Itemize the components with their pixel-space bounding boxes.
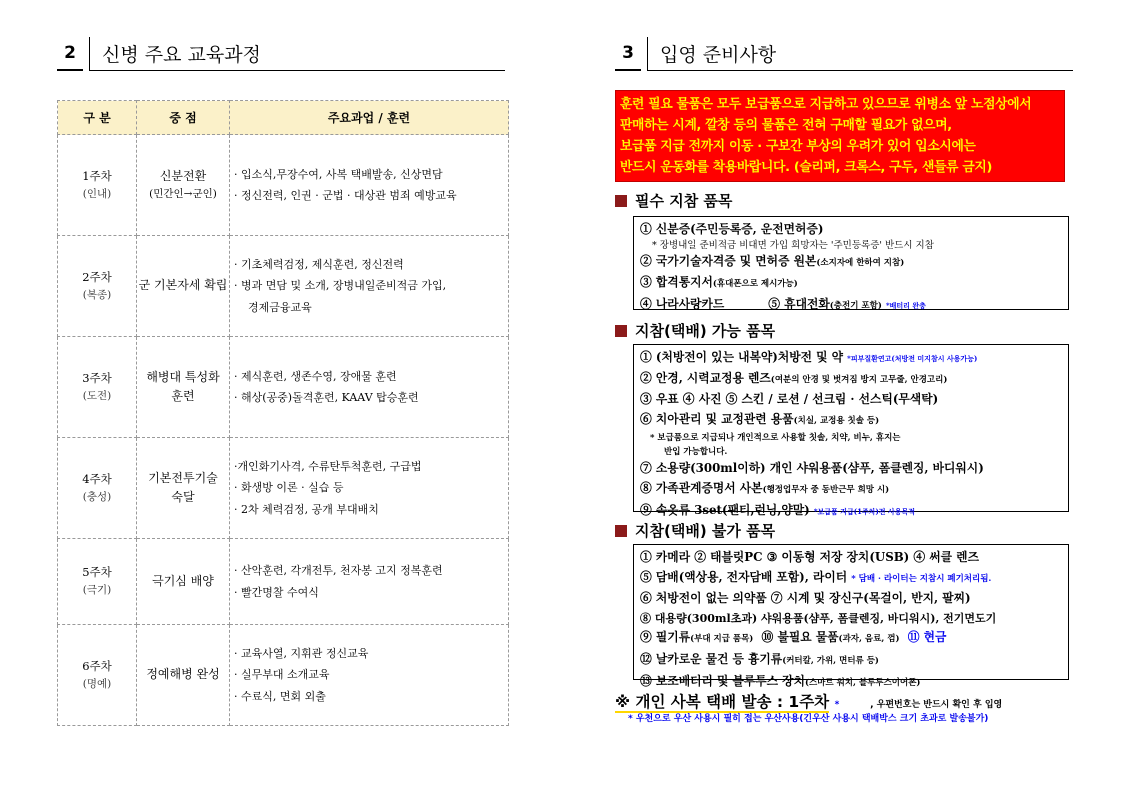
- task-item: · 빨간명찰 수여식: [234, 585, 319, 599]
- footer-tail: , 우편번호는 반드시 확인 후 입영: [870, 700, 1003, 710]
- category-title: 지참(택배) 불가 품목: [635, 522, 776, 540]
- category-title: 필수 지참 품목: [635, 192, 733, 210]
- week-theme: (도전): [82, 389, 112, 402]
- focus-label: 해병대 특성화: [146, 369, 220, 384]
- focus-cell: [137, 337, 230, 438]
- item-text: ⑤ 휴대전화: [768, 296, 830, 311]
- required-items-box: [633, 216, 1069, 310]
- week-cell: [58, 135, 137, 236]
- task-item: · 산악훈련, 각개전투, 천자봉 고지 정복훈련: [234, 564, 443, 578]
- notice-line: 판매하는 시계, 깔창 등의 물품은 전혀 구매할 필요가 없으며,: [620, 118, 952, 133]
- training-schedule-table: [57, 100, 509, 726]
- focus-label: 극기심 배양: [152, 573, 214, 588]
- list-item: [640, 628, 1062, 650]
- item-detail: (치실, 교정용 칫솔 등): [793, 415, 880, 426]
- list-item: ① 카메라 ② 태블릿PC ③ 이동형 저장 장치(USB) ④ 써클 렌즈: [640, 550, 979, 564]
- square-bullet-icon: [615, 525, 627, 537]
- week-theme: (명예): [82, 677, 112, 690]
- list-item: [640, 479, 1062, 501]
- week-label: 6주차: [82, 658, 112, 673]
- task-item: · 기초체력검정, 제식훈련, 정신전력: [234, 257, 404, 271]
- notice-line: 훈련 필요 물품은 모두 보급품으로 지급하고 있으므로 위병소 앞 노점상에서: [620, 97, 1032, 112]
- list-item: ⑧ 대용량(300ml초과) 샤워용품(샴푸, 폼클렌징, 바디워시), 전기면도기: [640, 611, 997, 625]
- item-blue-note: *배터리 완충: [885, 300, 926, 310]
- item-text: ⑪ 현금: [907, 630, 947, 645]
- list-item: [640, 369, 1062, 391]
- item-text: ⑥ 치아관리 및 교정관련 용품: [640, 411, 794, 426]
- list-item: [640, 650, 1062, 672]
- focus-sub: (민간인→군인): [149, 188, 217, 201]
- table-row: [58, 135, 509, 236]
- list-item: [640, 410, 1062, 432]
- task-item: · 실무부대 소개교육: [234, 668, 330, 682]
- week-cell: [58, 539, 137, 625]
- item-text: ⑫ 날카로운 물건 등 흉기류: [640, 651, 783, 666]
- tasks-cell: [230, 135, 509, 236]
- item-detail: (휴대폰으로 제시가능): [712, 279, 798, 290]
- item-text: ⑨ 속옷류 3set(팬티,런닝,양말): [640, 502, 810, 517]
- list-item: [640, 501, 1062, 522]
- item-text: ② 국가기술자격증 및 면허증 원본: [640, 253, 817, 268]
- item-text: ⑧ 가족관계증명서 사본: [640, 480, 763, 495]
- focus-sub: 훈련: [171, 389, 195, 403]
- focus-cell: [137, 438, 230, 539]
- focus-label: 기본전투기술: [148, 470, 218, 485]
- focus-cell: [137, 135, 230, 236]
- section-number: 2: [57, 37, 83, 71]
- tasks-cell: [230, 438, 509, 539]
- week-theme: (복종): [82, 288, 112, 301]
- item-detail: (여분의 안경 및 벗겨짐 방지 고무줄, 안경고리): [770, 374, 948, 385]
- optional-items-box: [633, 344, 1069, 517]
- week-label: 3주차: [82, 370, 112, 385]
- table-row: [58, 539, 509, 625]
- task-item: · 교육사열, 지휘관 정신교육: [234, 646, 369, 660]
- tasks-cell: [230, 236, 509, 337]
- focus-cell: [137, 236, 230, 337]
- forbidden-items-heading: [615, 520, 775, 541]
- category-title: 지참(택배) 가능 품목: [635, 322, 776, 340]
- required-items-heading: [615, 190, 732, 211]
- task-item: · 2차 체력검정, 공개 부대배치: [234, 502, 379, 516]
- focus-label: 정예해병 완성: [146, 667, 220, 682]
- table-row: [58, 236, 509, 337]
- focus-label: 신분전환: [159, 169, 207, 183]
- footer-star: *: [834, 700, 840, 710]
- item-blue-note: *피부질환연고(처방전 미지참시 사용가능): [847, 354, 978, 363]
- table-row: [58, 337, 509, 438]
- task-item: · 수료식, 면회 외출: [234, 689, 326, 703]
- table-header-row: [58, 101, 509, 135]
- list-item: ⑥ 처방전이 없는 의약품 ⑦ 시계 및 장신구(목걸이, 반지, 팔찌): [640, 591, 971, 606]
- section-title: 신병 주요 교육과정: [89, 37, 505, 71]
- forbidden-items-box: [633, 544, 1069, 688]
- umbrella-note: * 우천으로 우산 사용시 필히 접는 우산사용(긴우산 사용시 택배박스 크기 초과로 발송불가): [628, 714, 989, 724]
- item-note: * 보급품으로 지급되나 개인적으로 사용할 칫솔, 치약, 비누, 휴지는: [650, 433, 901, 444]
- week-theme: (인내): [82, 187, 112, 200]
- section-number: 3: [615, 37, 641, 71]
- item-text: ① 신분증(주민등록증, 운전면허증): [640, 222, 824, 236]
- item-text: ⑬ 보조배터리 및 블루투스 장치: [640, 673, 805, 688]
- table-row: [58, 625, 509, 726]
- week-cell: [58, 438, 137, 539]
- task-item: · 해상(공중)돌격훈련, KAAV 탑승훈련: [234, 391, 419, 404]
- item-blue-note: *보급품 지급(1주차)전 사용목적: [813, 506, 916, 516]
- tasks-cell: [230, 625, 509, 726]
- item-detail: (부대 지급 품목): [690, 634, 754, 645]
- item-note: * 장병내일 준비적금 비대면 가입 희망자는 '주민등록증' 반드시 지참: [652, 239, 934, 251]
- warning-notice-box: [615, 90, 1065, 182]
- focus-label: 군 기본자세 확립: [138, 278, 228, 293]
- list-item: [640, 273, 1062, 295]
- item-detail: (커터칼, 가위, 면터류 등): [782, 655, 879, 666]
- item-detail: (행정업무자 중 동반근무 희망 시): [762, 484, 890, 495]
- item-detail: (소지자에 한하여 지참): [816, 257, 905, 268]
- item-detail: (충전기 포함): [829, 300, 882, 311]
- focus-sub: 숙달: [171, 490, 195, 504]
- right-section-header: [615, 37, 1073, 71]
- notice-line: 반드시 운동화를 착용바랍니다. (슬리퍼, 크록스, 구두, 샌들류 금지): [620, 160, 993, 175]
- task-item: · 제식훈련, 생존수영, 장애물 훈련: [234, 369, 397, 383]
- item-note: 반입 가능합니다.: [664, 447, 728, 458]
- task-item: · 정신전력, 인권 · 군법 · 대상관 범죄 예방교육: [234, 189, 457, 202]
- square-bullet-icon: [615, 195, 627, 207]
- week-cell: [58, 337, 137, 438]
- item-text: ④ 나라사랑카드: [640, 296, 725, 311]
- week-cell: [58, 625, 137, 726]
- task-item: · 병과 면담 및 소개, 장병내일준비적금 가입,: [234, 279, 447, 293]
- week-theme: (충성): [82, 490, 112, 503]
- list-item: [640, 220, 1062, 240]
- item-text: ③ 합격통지서: [640, 275, 713, 290]
- item-text: ⑩ 불필요 물품: [761, 630, 839, 645]
- section-title: 입영 준비사항: [647, 37, 1073, 71]
- item-detail: (스마트 워치, 블루투스이어폰): [804, 677, 921, 688]
- item-text: ⑨ 필기류: [640, 630, 691, 645]
- tasks-cell: [230, 539, 509, 625]
- week-theme: (극기): [82, 584, 112, 597]
- optional-items-heading: [615, 320, 775, 341]
- list-item: [640, 295, 1062, 317]
- task-item: ·개인화기사격, 수류탄투척훈련, 구급법: [234, 459, 422, 473]
- list-item: [640, 568, 1062, 590]
- list-item: ⑦ 소용량(300ml이하) 개인 샤워용품(샴푸, 폼클렌징, 바디워시): [640, 461, 984, 476]
- focus-cell: [137, 539, 230, 625]
- item-text: ⑤ 담배(액상용, 전자담배 포함), 라이터: [640, 569, 848, 584]
- week-label: 4주차: [82, 471, 112, 486]
- list-item: [640, 348, 1062, 369]
- focus-cell: [137, 625, 230, 726]
- week-label: 2주차: [82, 269, 112, 284]
- table-row: [58, 438, 509, 539]
- week-cell: [58, 236, 137, 337]
- week-label: 1주차: [82, 168, 112, 183]
- item-blue-note: * 담배 · 라이터는 지참시 폐기처리됨.: [851, 573, 992, 584]
- item-text: ① (처방전이 있는 내복약)처방전 및 약: [640, 350, 844, 364]
- list-item: [640, 252, 1062, 274]
- tasks-cell: [230, 337, 509, 438]
- task-item: · 화생방 이론 · 실습 등: [234, 481, 344, 495]
- footer-title-text: ※ 개인 사복 택배 발송 : 1주차: [615, 693, 830, 711]
- header-category: 구 분: [58, 101, 137, 135]
- task-item: · 입소식,무장수여, 사복 택배발송, 신상면담: [234, 167, 443, 181]
- square-bullet-icon: [615, 325, 627, 337]
- header-focus: 중 점: [137, 101, 230, 135]
- item-detail: (과자, 음료, 껌): [838, 634, 900, 645]
- task-item: 경제금융교육: [248, 300, 312, 314]
- notice-line: 보급품 지급 전까지 이동 · 구보간 부상의 우려가 있어 입소시에는: [620, 139, 976, 154]
- left-section-header: [57, 37, 505, 71]
- item-text: ② 안경, 시력교정용 렌즈: [640, 370, 771, 385]
- header-tasks: 주요과업 / 훈련: [230, 101, 509, 135]
- week-label: 5주차: [82, 565, 112, 580]
- parcel-shipping-title: [615, 690, 1002, 712]
- list-item: ③ 우표 ④ 사진 ⑤ 스킨 / 로션 / 선크림 · 선스틱(무색탁): [640, 392, 939, 407]
